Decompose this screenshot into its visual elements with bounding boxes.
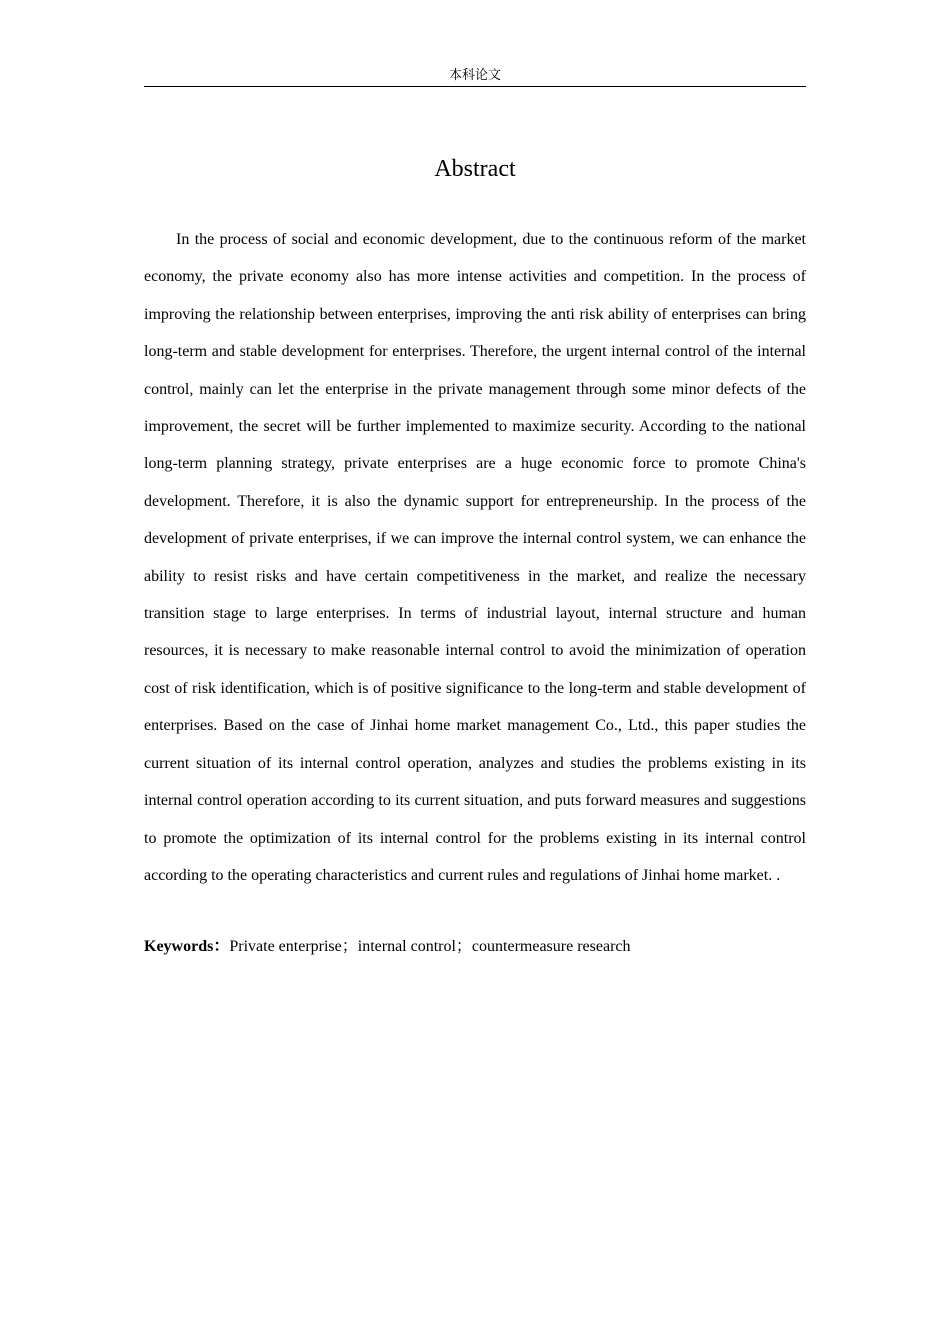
keywords-label: Keywords： (144, 938, 230, 955)
keywords-items: Private enterprise；internal control；countermeasure research (229, 938, 631, 955)
abstract-title: Abstract (434, 156, 516, 182)
abstract-body: In the process of social and economic development, due to the continuous reform of the market economy, the private economy also has more intense activities and competition. In the process of improving the relationship between enterprises, improving the anti risk ability of enterprises can bring long-term and stable development for enterprises. Therefore, the urgent internal control of the internal control, mainly can let the enterprise in the private management through some minor defects of the improvement, the secret will be further implemented to maximize security. According to the national long-term planning strategy, private enterprises are a huge economic force to promote China's development. Therefore, it is also the dynamic support for entrepreneurship. In the process of the development of private enterprises, if we can improve the internal control system, we can enhance the ability to resist risks and have certain competitiveness in the market, and realize the necessary transition stage to large enterprises. In terms of industrial layout, internal structure and human resources, it is necessary to make reasonable internal control to avoid the minimization of operation cost of risk identification, which is of positive significance to the long-term and stable development of enterprises. Based on the case of Jinhai home market management Co., Ltd., this paper studies the current situation of its internal control operation, analyzes and studies the problems existing in its internal control operation according to its current situation, and puts forward measures and suggestions to promote the optimization of its internal control for the problems existing in its internal control according to the operating characteristics and current rules and regulations of Jinhai home market. . (144, 231, 806, 884)
keywords-line (144, 934, 806, 960)
header-text: 本科论文 (448, 68, 501, 83)
page-header (144, 66, 806, 87)
